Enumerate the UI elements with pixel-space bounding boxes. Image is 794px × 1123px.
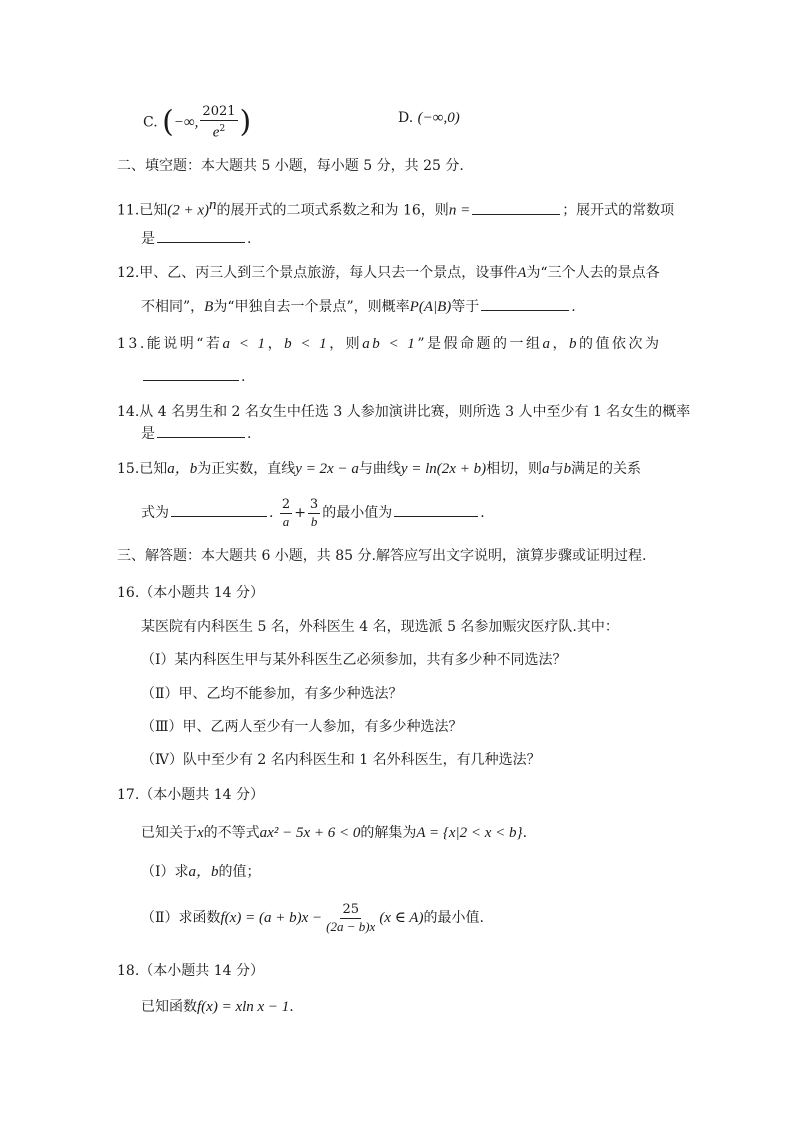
q15-answer-blank-2[interactable] [394, 502, 478, 517]
q11-expression: (2 + x) [167, 202, 210, 219]
section3-heading: 三、解答题：本大题共 6 小题，共 85 分.解答应写出文字说明，演算步骤或证明过程. [117, 548, 647, 564]
q16-part2: （Ⅱ）甲、乙均不能参加，有多少种选法？ [141, 686, 403, 702]
q17-part1: （Ⅰ）求a，b的值； [141, 864, 261, 880]
q16-part4: （Ⅳ）队中至少有 2 名内科医生和 1 名外科医生，有几种选法？ [141, 752, 541, 768]
q16-part1: （Ⅰ）某内科医生甲与某外科医生乙必须参加，共有多少种不同选法？ [141, 652, 567, 668]
q13-line1: 13.能说明“若a < 1，b < 1，则ab < 1”是假命题的一组a，b的值依次为 [117, 336, 662, 352]
q14-answer-blank[interactable] [157, 423, 245, 438]
q15-line2: 式为 . $\frac{2}{a}$ + $\frac{3}{b}$ 的最小值为 . [141, 496, 485, 529]
q13-answer-blank[interactable] [143, 366, 239, 381]
q17-part2: （Ⅱ）求函数f(x) = (a + b)x − $\frac{25}{(2a - b)x}$ (x ∈ A)的最小值. [141, 901, 484, 934]
q14-line1: 14.从 4 名男生和 2 名女生中任选 3 人参加演讲比赛，则所选 3 人中至少有 1 名女生的概率 [117, 404, 691, 420]
q15-line1: 15.已知a，b为正实数，直线y = 2x − a与曲线y = ln(2x + b)相切，则a与b满足的关系 [117, 461, 642, 477]
q17-fraction: $\frac{25}{(2a - b)x}$ [326, 901, 376, 934]
choice-d-label: D. [398, 110, 414, 126]
section2-heading: 二、填空题：本大题共 5 小题，每小题 5 分，共 25 分. [117, 158, 464, 174]
q18-function: f(x) = xln x − 1 [197, 999, 290, 1015]
q16-part3: （Ⅲ）甲、乙两人至少有一人参加，有多少种选法？ [141, 719, 463, 735]
choice-d-interval: (−∞,0) [417, 110, 460, 126]
q16-intro: 某医院有内科医生 5 名，外科医生 4 名，现选派 5 名参加赈灾医疗队.其中： [141, 619, 619, 635]
q11-answer-blank-1[interactable] [472, 200, 560, 215]
q16-heading: 16.（本小题共 14 分） [117, 585, 264, 601]
q15-fraction-3-over-b: $\frac{3}{b}$ [309, 496, 319, 529]
choice-c-neg-inf: −∞, [173, 114, 199, 131]
q15-line-equation: y = 2x − a [295, 461, 359, 477]
q13-line2: . [141, 366, 245, 387]
q11-answer-blank-2[interactable] [157, 228, 245, 243]
choice-c: C. (−∞, $\frac{2021}{e^2}$ ) [143, 104, 252, 141]
q15-answer-blank-1[interactable] [171, 502, 267, 517]
q18-statement: 已知函数f(x) = xln x − 1. [141, 999, 294, 1015]
q17-function: f(x) = (a + b)x − [220, 910, 323, 926]
choice-d [398, 108, 460, 128]
q11-line1: 11.已知$(2 + x)^n$的展开式的二项式系数之和为 16，则n = ；展开式的常数项 [117, 197, 675, 219]
q15-curve-equation: y = ln(2x + b) [400, 461, 487, 477]
q17-statement: 已知关于x的不等式ax² − 5x + 6 < 0的解集为A = {x|2 < x < b}. [141, 825, 528, 841]
q17-solution-set: A = {x|2 < x < b} [416, 825, 523, 841]
choice-c-label: C. [143, 114, 158, 131]
q17-heading: 17.（本小题共 14 分） [117, 787, 264, 803]
q12-probability: P(A|B) [409, 299, 452, 315]
q11-line2: 是 . [141, 228, 251, 249]
q12-answer-blank[interactable] [481, 296, 569, 311]
q17-inequality: ax² − 5x + 6 < 0 [259, 825, 361, 841]
q18-heading: 18.（本小题共 14 分） [117, 963, 264, 979]
q14-line2: 是 . [141, 423, 251, 444]
q12-line1: 12.甲、乙、丙三人到三个景点旅游，每人只去一个景点，设事件A为“三个人去的景点各 [117, 265, 660, 281]
q12-line2: 不相同”，B为“甲独自去一个景点”，则概率P(A|B)等于 . [141, 296, 576, 317]
q15-fraction-2-over-a: $\frac{2}{a}$ [281, 496, 291, 529]
choice-c-fraction: $\frac{2021}{e^2}$ [202, 104, 236, 141]
